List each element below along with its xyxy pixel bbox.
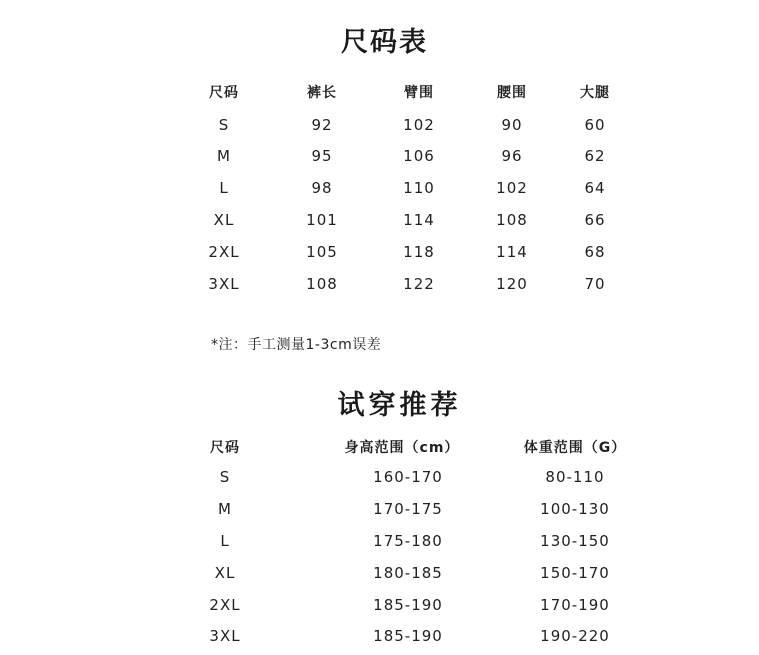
table-cell: 185-190 <box>373 596 443 614</box>
table-cell: XL <box>213 211 235 229</box>
size-chart-header-0: 尺码 <box>209 85 239 101</box>
table-cell: 101 <box>306 211 338 229</box>
table-cell: 170-175 <box>373 500 443 518</box>
table-cell: 180-185 <box>373 564 443 582</box>
size-chart-header-1: 裤长 <box>307 85 337 101</box>
table-cell: 100-130 <box>540 500 610 518</box>
size-chart-header-3: 腰围 <box>497 85 527 101</box>
table-cell: 60 <box>584 116 606 134</box>
table-cell: 120 <box>496 275 528 293</box>
table-cell: 70 <box>584 275 606 293</box>
table-cell: 3XL <box>209 627 241 645</box>
table-cell: 110 <box>403 179 435 197</box>
table-cell: M <box>217 147 231 165</box>
table-cell: 160-170 <box>373 468 443 486</box>
table-cell: 62 <box>584 147 606 165</box>
table-cell: M <box>218 500 232 518</box>
table-cell: 106 <box>403 147 435 165</box>
table-cell: 105 <box>306 243 338 261</box>
table-cell: 114 <box>496 243 528 261</box>
table-cell: 190-220 <box>540 627 610 645</box>
table-cell: 118 <box>403 243 435 261</box>
table-cell: S <box>218 116 230 134</box>
measurement-note: *注：手工测量1-3cm误差 <box>211 337 382 353</box>
fit-guide-title: 试穿推荐 <box>337 390 462 421</box>
table-cell: 175-180 <box>373 532 443 550</box>
table-cell: L <box>219 179 229 197</box>
table-cell: 2XL <box>208 243 240 261</box>
table-cell: 95 <box>311 147 333 165</box>
table-cell: 96 <box>501 147 523 165</box>
table-cell: 2XL <box>209 596 241 614</box>
table-cell: 68 <box>584 243 606 261</box>
table-cell: 114 <box>403 211 435 229</box>
fit-guide-header-2: 体重范围（G） <box>523 440 627 456</box>
table-cell: 92 <box>311 116 333 134</box>
table-cell: 3XL <box>208 275 240 293</box>
table-cell: 80-110 <box>545 468 605 486</box>
table-cell: 122 <box>403 275 435 293</box>
table-cell: 64 <box>584 179 606 197</box>
size-chart-header-2: 臂围 <box>404 85 434 101</box>
table-cell: L <box>220 532 230 550</box>
table-cell: 90 <box>501 116 523 134</box>
table-cell: 150-170 <box>540 564 610 582</box>
table-cell: 108 <box>496 211 528 229</box>
size-chart-title: 尺码表 <box>341 27 428 58</box>
fit-guide-header-1: 身高范围（cm） <box>344 440 460 456</box>
table-cell: 98 <box>311 179 333 197</box>
table-cell: 102 <box>403 116 435 134</box>
size-chart-header-4: 大腿 <box>580 85 610 101</box>
table-cell: 108 <box>306 275 338 293</box>
table-cell: 170-190 <box>540 596 610 614</box>
table-cell: 66 <box>584 211 606 229</box>
table-cell: 130-150 <box>540 532 610 550</box>
fit-guide-header-0: 尺码 <box>210 440 240 456</box>
table-cell: 185-190 <box>373 627 443 645</box>
table-cell: 102 <box>496 179 528 197</box>
table-cell: S <box>219 468 231 486</box>
table-cell: XL <box>214 564 236 582</box>
